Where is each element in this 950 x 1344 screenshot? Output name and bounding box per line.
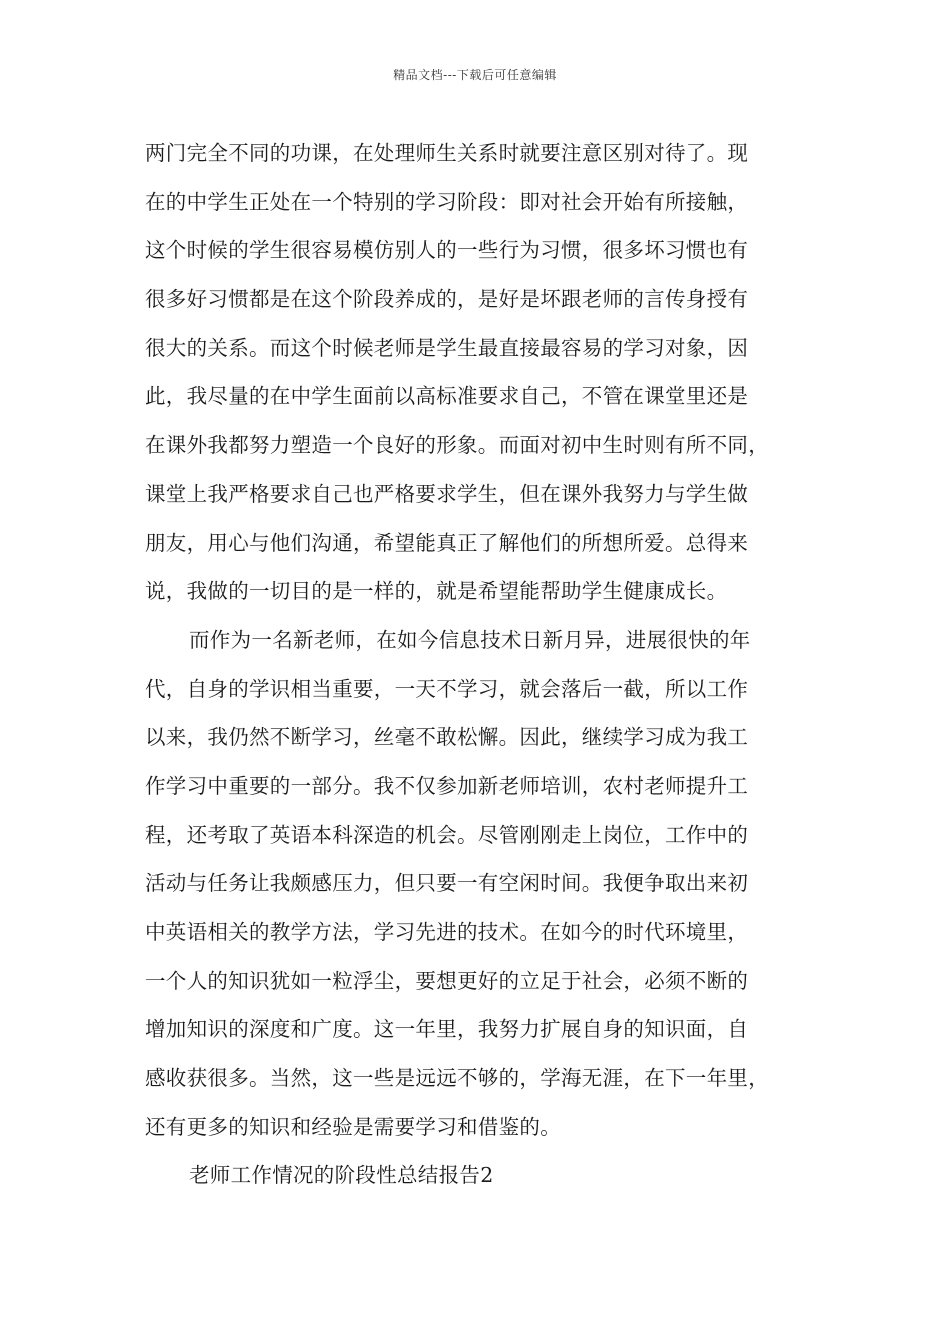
text-line: 程，还考取了英语本科深造的机会。尽管刚刚走上岗位，工作中的 [145, 822, 749, 847]
text-line: 以来，我仍然不断学习，丝毫不敢松懈。因此，继续学习成为我工 [145, 725, 749, 750]
text-line: 还有更多的知识和经验是需要学习和借鉴的。 [145, 1114, 561, 1139]
text-line: 感收获很多。当然，这一些是远远不够的，学海无涯，在下一年里， [145, 1066, 769, 1091]
text-line: 这个时候的学生很容易模仿别人的一些行为习惯，很多坏习惯也有 [145, 238, 749, 263]
text-line: 而作为一名新老师，在如今信息技术日新月异，进展很快的年 [189, 627, 751, 652]
text-line: 老师工作情况的阶段性总结报告2 [189, 1163, 494, 1188]
document-body [145, 133, 825, 1204]
page-header: 精品文档---下载后可任意编辑 [393, 68, 557, 82]
text-line: 在课外我都努力塑造一个良好的形象。而面对初中生时则有所不同， [145, 433, 769, 458]
text-line: 朋友，用心与他们沟通，希望能真正了解他们的所想所爱。总得来 [145, 530, 749, 555]
text-line: 一个人的知识犹如一粒浮尘，要想更好的立足于社会，必须不断的 [145, 968, 749, 993]
text-line: 增加知识的深度和广度。这一年里，我努力扩展自身的知识面，自 [145, 1017, 749, 1042]
text-line: 很多好习惯都是在这个阶段养成的，是好是坏跟老师的言传身授有 [145, 287, 749, 312]
text-line: 活动与任务让我颇感压力，但只要一有空闲时间。我便争取出来初 [145, 871, 749, 896]
text-line: 作学习中重要的一部分。我不仅参加新老师培训，农村老师提升工 [145, 773, 749, 798]
text-line: 中英语相关的教学方法，学习先进的技术。在如今的时代环境里， [145, 920, 749, 944]
text-line: 在的中学生正处在一个特别的学习阶段：即对社会开始有所接触， [145, 189, 749, 214]
text-line: 代，自身的学识相当重要，一天不学习，就会落后一截，所以工作 [145, 676, 749, 701]
text-line: 说，我做的一切目的是一样的，就是希望能帮助学生健康成长。 [145, 579, 728, 604]
text-line: 很大的关系。而这个时候老师是学生最直接最容易的学习对象，因 [145, 335, 749, 360]
text-line: 此，我尽量的在中学生面前以高标准要求自己，不管在课堂里还是 [145, 384, 749, 409]
text-line: 两门完全不同的功课，在处理师生关系时就要注意区别对待了。现 [145, 141, 749, 165]
text-line: 课堂上我严格要求自己也严格要求学生，但在课外我努力与学生做 [145, 481, 749, 506]
